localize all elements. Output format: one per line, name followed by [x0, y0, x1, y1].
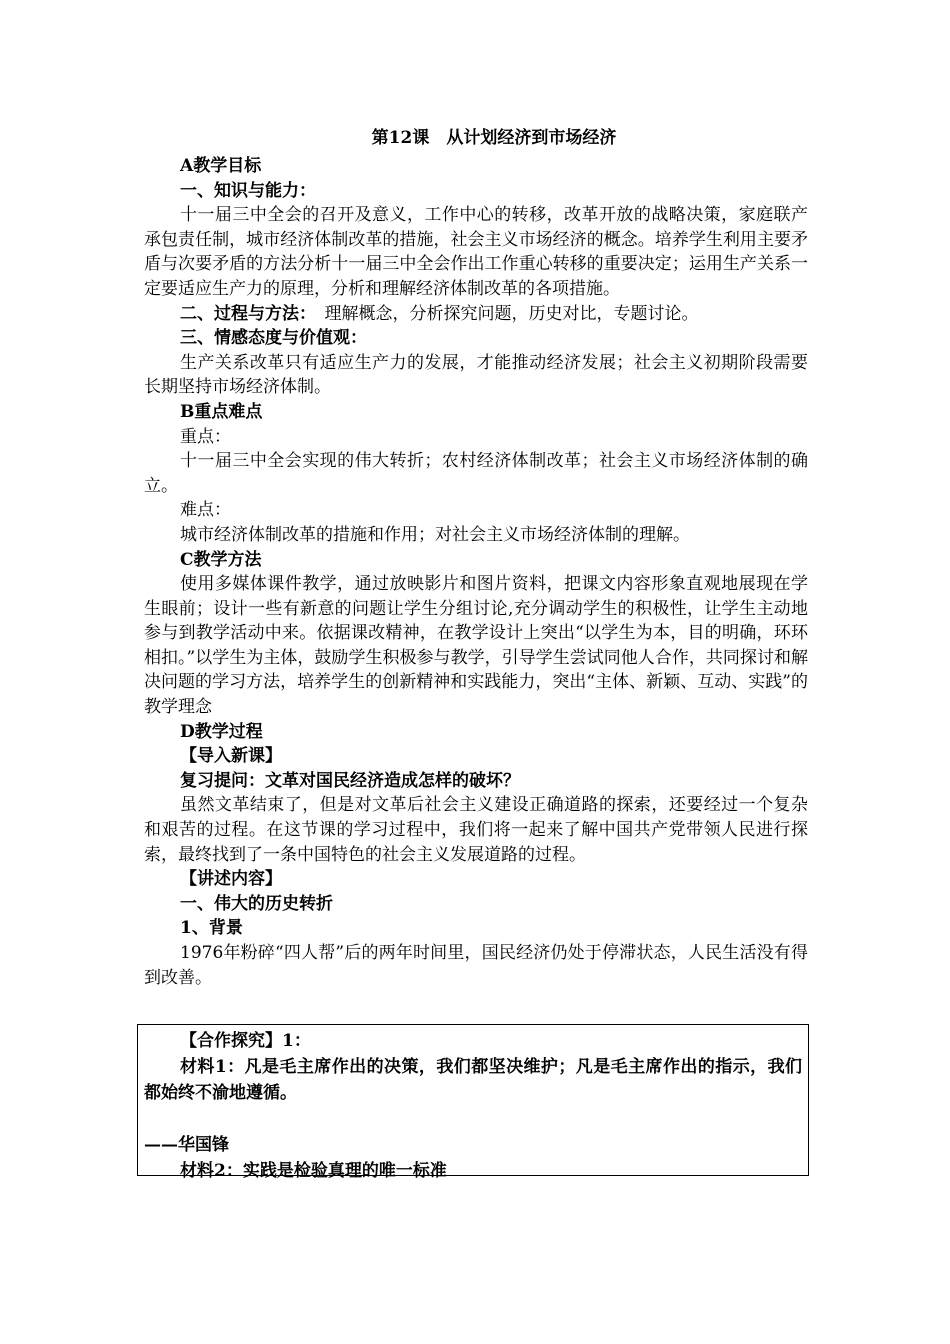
- process-line: [144, 302, 808, 327]
- knowledge-heading: 一、知识与能力：: [180, 180, 316, 201]
- section-d-heading: D教学过程: [180, 721, 263, 742]
- material-2: 材料2：实践是检验真理的唯一标准: [180, 1161, 447, 1181]
- section-b-heading: B重点难点: [180, 401, 263, 422]
- knowledge-text: 十一届三中全会的召开及意义，工作中心的转移，改革开放的战略决策，家庭联产承包责任制，城市经济体制改革的措施，社会主义市场经济的概念。培养学生利用主要矛盾与次要矛盾的方法分析十一届三中全会作出工作重心转移的重要决定；运用生产关系一定要适应生产力的原理，分析和理解经济体制改革的各项措施。: [144, 205, 808, 299]
- key-label: 重点：: [180, 426, 231, 447]
- lesson-title: 第12课 从计划经济到市场经济: [371, 128, 617, 148]
- review-question: 复习提问：文革对国民经济造成怎样的破坏？: [180, 770, 520, 791]
- cooperative-inquiry-box: [137, 1024, 809, 1181]
- background-heading: 1、背景: [180, 918, 243, 939]
- document-page: [144, 122, 808, 990]
- section-c-heading: C教学方法: [180, 549, 262, 570]
- lecture-heading: 【讲述内容】: [180, 869, 282, 890]
- process-heading: 二、过程与方法：: [180, 303, 308, 324]
- background-text: 1976年粉碎“四人帮”后的两年时间里，国民经济仍处于停滞状态，人民生活没有得到改善。: [144, 943, 808, 988]
- emotion-text: 生产关系改革只有适应生产力的发展，才能推动经济发展；社会主义初期阶段需要长期坚持市场经济体制。: [144, 352, 808, 398]
- blank-line: [144, 1106, 802, 1132]
- box-heading: 【合作探究】1：: [180, 1031, 311, 1051]
- material-1: 材料1：凡是毛主席作出的决策，我们都坚决维护；凡是毛主席作出的指示，我们都始终不渝地遵循。: [144, 1057, 802, 1103]
- attribution: ——华国锋: [144, 1135, 229, 1155]
- section-a-heading: A教学目标: [180, 156, 262, 176]
- method-text: 使用多媒体课件教学，通过放映影片和图片资料，把课文内容形象直观地展现在学生眼前；设计一些有新意的问题让学生分组讨论,充分调动学生的积极性，让学生主动地参与到教学活动中来。依据课改精神，在教学设计上突出“以学生为本，目的明确，环环相扣。”以学生为主体，鼓励学生积极参与教学，引导学生尝试同他人合作，共同探讨和解决问题的学习方法，培养学生的创新精神和实践能力，突出“主体、新颖、互动、实践”的教学理念: [144, 574, 808, 718]
- emotion-heading: 三、情感态度与价值观：: [180, 328, 367, 349]
- turn-heading: 一、伟大的历史转折: [180, 893, 333, 914]
- difficult-text: 城市经济体制改革的措施和作用；对社会主义市场经济体制的理解。: [180, 524, 690, 545]
- difficult-label: 难点：: [180, 500, 231, 521]
- process-text: 理解概念，分析探究问题，历史对比，专题讨论。: [307, 303, 699, 324]
- intro-text: 虽然文革结束了，但是对文革后社会主义建设正确道路的探索，还要经过一个复杂和艰苦的过程。在这节课的学习过程中，我们将一起来了解中国共产党带领人民进行探索，最终找到了一条中国特色的社会主义发展道路的过程。: [144, 795, 808, 865]
- key-text: 十一届三中全会实现的伟大转折；农村经济体制改革；社会主义市场经济体制的确立。: [144, 451, 808, 496]
- intro-heading: 【导入新课】: [180, 746, 282, 767]
